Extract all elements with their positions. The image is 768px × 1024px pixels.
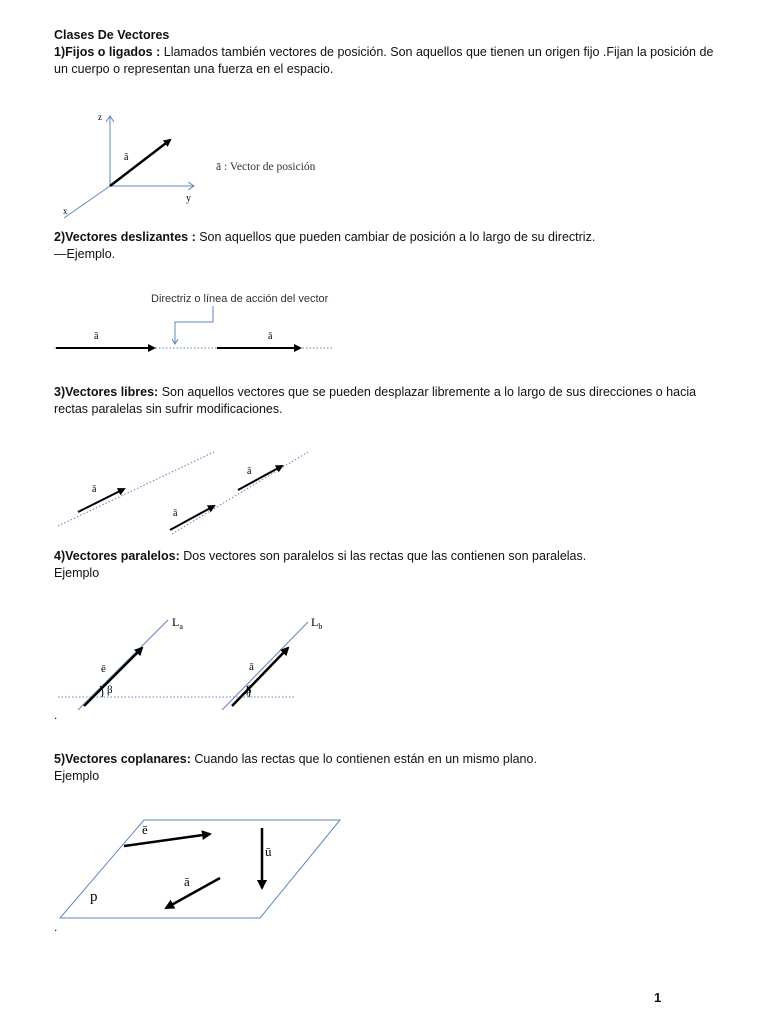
title-text: Clases De Vectores [54, 28, 170, 42]
free-vector-1 [78, 489, 124, 512]
y-label: y [186, 193, 191, 204]
vector-e-label-coplanar: ē [142, 822, 148, 837]
page-title [54, 27, 724, 44]
section-3-text [54, 384, 724, 418]
section-2-body: Son aquellos que pueden cambiar de posición a lo largo de su directriz. [195, 230, 596, 244]
vector-a-label-coplanar: ā [184, 874, 190, 889]
section-1-heading: 1)Fijos o ligados : [54, 45, 161, 59]
vector-e-label: ē [101, 663, 106, 675]
free-vector-line-2 [172, 452, 308, 534]
x-axis [64, 186, 110, 218]
section-5-dot: . [54, 920, 58, 934]
section-5-body: Cuando las rectas que lo contienen están en un mismo plano. [190, 752, 537, 766]
section-2-text [54, 229, 724, 263]
section-4-body: Dos vectores son paralelos si las rectas que las contienen son paralelas. [179, 549, 587, 563]
vector-u-label: ū [265, 844, 272, 859]
position-vector-caption: ā : Vector de posición [216, 161, 316, 173]
free-vector-line-1 [58, 452, 214, 526]
free-vector-3-label: ā [247, 466, 252, 477]
free-vector-1-label: ā [92, 484, 97, 495]
directriz-caption: Directriz o línea de acción del vector [151, 293, 329, 305]
line-la [78, 620, 168, 710]
section-4-example: Ejemplo [54, 566, 100, 580]
section-2-example: —Ejemplo. [54, 247, 116, 261]
plane-p-label: p [90, 889, 98, 905]
page-number: 1 [654, 990, 662, 1005]
section-4-dot: . [54, 708, 58, 722]
beta-label-2: β [246, 684, 252, 696]
section-1-body: Llamados también vectores de posición. Son aquellos que tienen un origen fijo .Fijan la posición de un cuerpo o representan una fuerza en el espacio. [54, 45, 714, 76]
label-la: $L_a$ [172, 615, 183, 631]
coplanar-vector-e [124, 834, 210, 846]
figure-free-vectors [54, 446, 318, 540]
vector-a-label: ā [249, 661, 254, 673]
free-vector-2-label: ā [173, 508, 178, 519]
section-3-heading: 3)Vectores libres: [54, 385, 159, 399]
free-vector-3 [238, 466, 282, 490]
sliding-vector-1-label: ā [94, 331, 99, 342]
section-5-example: Ejemplo [54, 769, 100, 783]
section-4-heading: 4)Vectores paralelos: [54, 549, 180, 563]
beta-label-1: β [107, 684, 113, 696]
coplanar-vector-a [166, 878, 220, 908]
vector-label: ā [124, 152, 129, 163]
sliding-vector-2-label: ā [268, 331, 273, 342]
section-3-body: Son aquellos vectores que se pueden desplazar libremente a lo largo de sus direcciones o hacia rectas paralelas sin sufrir modificaciones. [54, 385, 697, 416]
z-label: z [98, 112, 102, 122]
section-1-text [54, 44, 724, 78]
label-lb: $L_b$ [311, 615, 323, 631]
section-2-heading: 2)Vectores deslizantes : [54, 230, 196, 244]
figure-coplanar-vectors [54, 814, 346, 920]
figure-position-vector [54, 108, 354, 220]
figure-sliding-vectors [54, 290, 344, 358]
figure-parallel-vectors [54, 606, 344, 714]
section-5-heading: 5)Vectores coplanares: [54, 752, 191, 766]
x-label: x [63, 206, 68, 216]
section-5-text [54, 751, 724, 785]
directriz-pointer [175, 306, 213, 344]
parallel-vector-e [84, 648, 142, 706]
section-4-text [54, 548, 724, 582]
position-vector [110, 140, 170, 186]
